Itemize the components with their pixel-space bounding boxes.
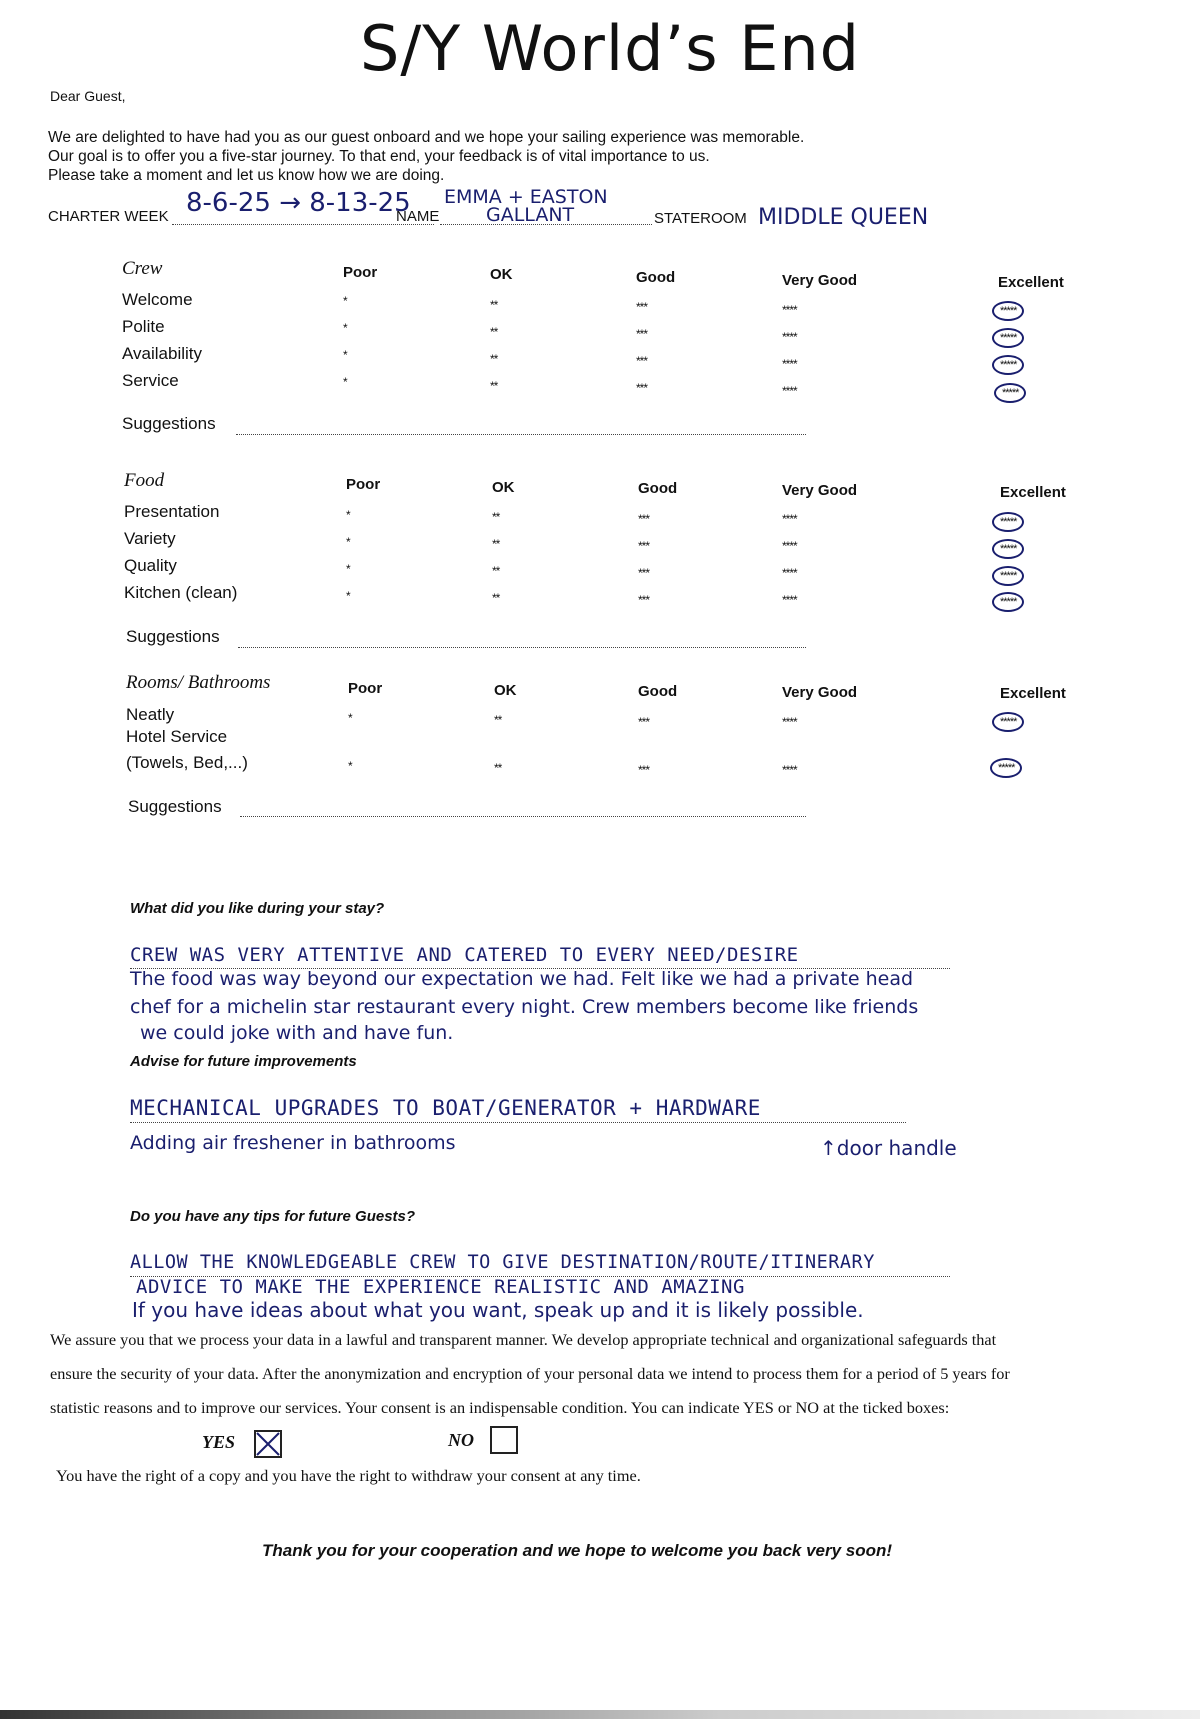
intro-line: Please take a moment and let us know how we are doing.: [48, 167, 445, 184]
rating-option-excellent-selected[interactable]: *****: [992, 592, 1024, 612]
col-excellent: Excellent: [1000, 484, 1066, 501]
rating-option-poor[interactable]: *: [346, 535, 350, 549]
suggestions-label: Suggestions: [126, 627, 220, 646]
row-label-continued: (Towels, Bed,...): [126, 753, 248, 772]
charter-week-line: [172, 224, 434, 225]
thank-you-note: Thank you for your cooperation and we hope to welcome you back very soon!: [262, 1541, 893, 1560]
question-liked: What did you like during your stay?: [130, 900, 385, 917]
rating-option-ok[interactable]: **: [492, 591, 500, 605]
rating-option-poor[interactable]: *: [346, 562, 350, 576]
row-label: Quality: [124, 556, 177, 575]
suggestions-label: Suggestions: [122, 414, 216, 433]
section-title: Food: [124, 470, 165, 491]
suggestions-field[interactable]: [240, 816, 806, 817]
rating-option-very-good[interactable]: ****: [782, 566, 797, 580]
question-tips: Do you have any tips for future Guests?: [130, 1208, 416, 1225]
rating-option-poor[interactable]: *: [346, 589, 350, 603]
rating-option-very-good[interactable]: ****: [782, 763, 797, 777]
scan-edge: [0, 1710, 1200, 1719]
rating-option-ok[interactable]: **: [494, 713, 502, 727]
row-label: Neatly: [126, 705, 175, 724]
rating-option-poor[interactable]: *: [343, 321, 347, 335]
col-poor: Poor: [343, 264, 378, 281]
stateroom-label: STATEROOM: [654, 210, 747, 227]
yes-checkbox[interactable]: [254, 1430, 282, 1458]
rating-option-ok[interactable]: **: [490, 352, 498, 366]
suggestions-field[interactable]: [238, 647, 806, 648]
rating-option-excellent-selected[interactable]: *****: [992, 566, 1024, 586]
rating-option-poor[interactable]: *: [343, 348, 347, 362]
col-good: Good: [638, 683, 678, 700]
row-label: Presentation: [124, 502, 220, 521]
no-checkbox[interactable]: [490, 1426, 518, 1454]
name-label: NAME: [396, 208, 440, 225]
answer-tips-line[interactable]: ADVICE TO MAKE THE EXPERIENCE REALISTIC AND AMAZING: [136, 1276, 745, 1298]
rating-option-ok[interactable]: **: [494, 761, 502, 775]
rating-option-very-good[interactable]: ****: [782, 715, 797, 729]
rating-option-good[interactable]: ***: [636, 354, 648, 368]
row-label: Hotel Service: [126, 727, 228, 746]
rating-option-excellent-selected[interactable]: *****: [992, 512, 1024, 532]
rating-option-very-good[interactable]: ****: [782, 357, 797, 371]
check-x-icon: [256, 1432, 280, 1456]
rating-option-ok[interactable]: **: [490, 298, 498, 312]
col-ok: OK: [492, 479, 515, 496]
col-ok: OK: [494, 682, 517, 699]
suggestions-field[interactable]: [236, 434, 806, 435]
rating-option-good[interactable]: ***: [638, 539, 650, 553]
rating-option-poor[interactable]: *: [343, 294, 347, 308]
answer-improve-note[interactable]: ↑door handle: [820, 1136, 957, 1160]
rating-option-very-good[interactable]: ****: [782, 384, 797, 398]
rating-option-excellent-selected[interactable]: *****: [992, 328, 1024, 348]
intro-line: Our goal is to offer you a five-star journey. To that end, your feedback is of vital importance to us.: [48, 148, 710, 165]
answer-improve-line[interactable]: Adding air freshener in bathrooms: [130, 1132, 456, 1154]
charter-week-label: CHARTER WEEK: [48, 208, 169, 225]
rating-option-very-good[interactable]: ****: [782, 593, 797, 607]
rating-option-poor[interactable]: *: [348, 759, 352, 773]
rating-option-very-good[interactable]: ****: [782, 303, 797, 317]
row-label: Availability: [122, 344, 203, 363]
rating-option-ok[interactable]: **: [492, 510, 500, 524]
rating-option-poor[interactable]: *: [343, 375, 347, 389]
col-very-good: Very Good: [782, 272, 858, 289]
answer-liked-line[interactable]: we could joke with and have fun.: [140, 1022, 454, 1044]
greeting: Dear Guest,: [50, 88, 126, 104]
name-field-line2[interactable]: GALLANT: [486, 204, 575, 226]
stateroom-field[interactable]: MIDDLE QUEEN: [758, 205, 929, 230]
rating-option-good[interactable]: ***: [638, 566, 650, 580]
answer-tips-line[interactable]: If you have ideas about what you want, speak up and it is likely possible.: [132, 1298, 864, 1322]
col-poor: Poor: [348, 680, 383, 697]
rating-option-excellent-selected[interactable]: *****: [992, 301, 1024, 321]
rating-option-excellent-selected[interactable]: *****: [994, 383, 1026, 403]
rating-option-very-good[interactable]: ****: [782, 539, 797, 553]
rating-option-ok[interactable]: **: [492, 564, 500, 578]
no-label: NO: [448, 1430, 474, 1450]
suggestions-label: Suggestions: [128, 797, 222, 816]
row-label: Variety: [124, 529, 176, 548]
answer-liked-line[interactable]: The food was way beyond our expectation we had. Felt like we had a private head: [130, 968, 914, 990]
charter-week-field[interactable]: 8-6-25 → 8-13-25: [186, 188, 411, 218]
intro-line: We are delighted to have had you as our guest onboard and we hope your sailing experience was memorable.: [48, 129, 805, 146]
rating-option-good[interactable]: ***: [636, 300, 648, 314]
rating-option-ok[interactable]: **: [492, 537, 500, 551]
question-improve: Advise for future improvements: [130, 1053, 357, 1070]
row-label: Service: [122, 371, 179, 390]
answer-liked-line[interactable]: chef for a michelin star restaurant every night. Crew members become like friends: [130, 996, 919, 1018]
rating-option-very-good[interactable]: ****: [782, 512, 797, 526]
rating-option-good[interactable]: ***: [636, 381, 648, 395]
rating-option-excellent-selected[interactable]: *****: [992, 712, 1024, 732]
row-label: Welcome: [122, 290, 193, 309]
rating-option-good[interactable]: ***: [638, 512, 650, 526]
col-good: Good: [636, 269, 676, 286]
consent-text-line: statistic reasons and to improve our services. Your consent is an indispensable condition. You can indicate YES or NO at the ticked boxes:: [50, 1398, 950, 1417]
intro-paragraph: [48, 128, 928, 185]
consent-text-line: ensure the security of your data. After the anonymization and encryption of your personal data we intend to process them for a period of 5 years for: [50, 1364, 1010, 1383]
col-excellent: Excellent: [1000, 685, 1066, 702]
form-title: S/Y World’s End: [360, 12, 861, 85]
rating-option-excellent-selected[interactable]: *****: [992, 355, 1024, 375]
rating-option-ok[interactable]: **: [490, 379, 498, 393]
rights-text: You have the right of a copy and you have the right to withdraw your consent at any time.: [56, 1466, 641, 1485]
col-poor: Poor: [346, 476, 381, 493]
yes-label: YES: [202, 1432, 236, 1452]
section-title: Crew: [122, 258, 163, 279]
consent-text-line: We assure you that we process your data in a lawful and transparent manner. We develop appropriate technical and organizational safeguards that: [50, 1330, 997, 1349]
col-ok: OK: [490, 266, 513, 283]
rating-option-excellent-selected[interactable]: *****: [992, 539, 1024, 559]
answer-tips-line[interactable]: ALLOW THE KNOWLEDGEABLE CREW TO GIVE DESTINATION/ROUTE/ITINERARY: [130, 1252, 875, 1273]
answer-line: [130, 1122, 906, 1123]
rating-option-very-good[interactable]: ****: [782, 330, 797, 344]
col-very-good: Very Good: [782, 482, 858, 499]
section-title: Rooms/ Bathrooms: [126, 672, 271, 693]
col-excellent: Excellent: [998, 274, 1064, 291]
rating-option-ok[interactable]: **: [490, 325, 498, 339]
rating-option-good[interactable]: ***: [638, 763, 650, 777]
answer-improve-line[interactable]: MECHANICAL UPGRADES TO BOAT/GENERATOR + HARDWARE: [130, 1096, 761, 1120]
row-label: Polite: [122, 317, 165, 336]
col-very-good: Very Good: [782, 684, 858, 701]
rating-option-good[interactable]: ***: [638, 593, 650, 607]
name-field-line1[interactable]: EMMA + EASTON: [444, 186, 608, 208]
rating-option-good[interactable]: ***: [636, 327, 648, 341]
rating-option-good[interactable]: ***: [638, 715, 650, 729]
rating-option-excellent-selected[interactable]: *****: [990, 758, 1022, 778]
rating-option-poor[interactable]: *: [348, 711, 352, 725]
rating-option-poor[interactable]: *: [346, 508, 350, 522]
col-good: Good: [638, 480, 678, 497]
answer-liked-line[interactable]: CREW WAS VERY ATTENTIVE AND CATERED TO EVERY NEED/DESIRE: [130, 944, 799, 966]
row-label: Kitchen (clean): [124, 583, 238, 602]
